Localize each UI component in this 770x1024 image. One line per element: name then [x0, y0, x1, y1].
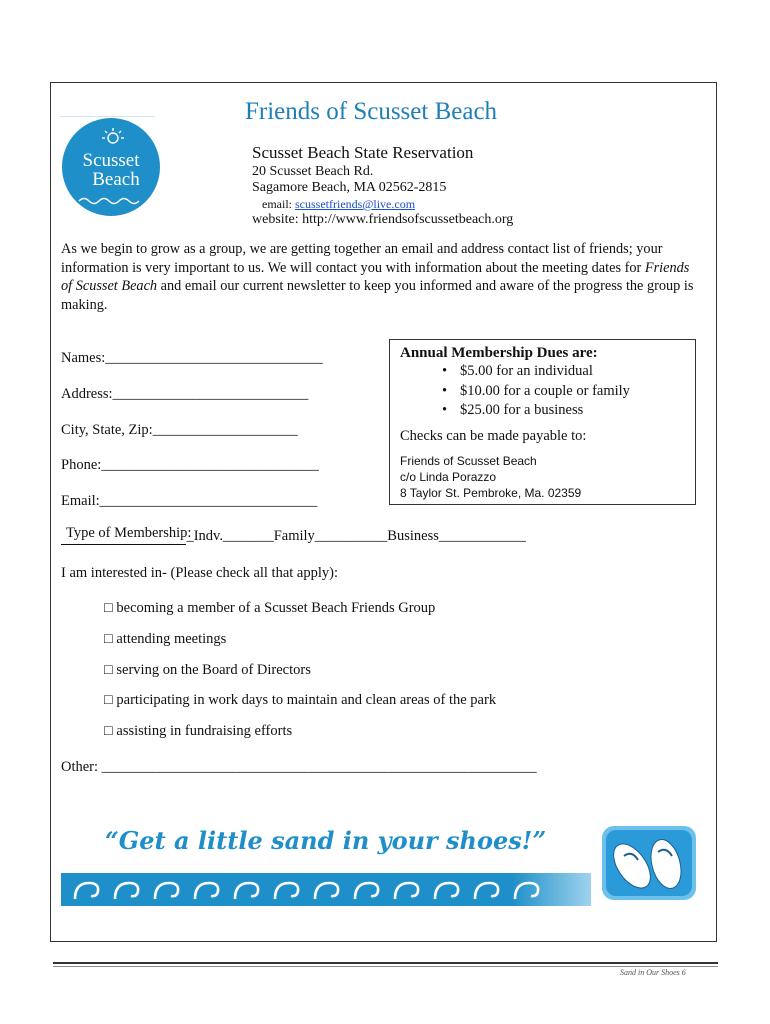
bullet-icon: • — [442, 382, 448, 399]
intro-paragraph — [61, 240, 701, 314]
dues-box — [389, 339, 696, 505]
membership-options[interactable]: _Indv._______Family__________Business____________ — [186, 528, 526, 544]
dues-title: Annual Membership Dues are: — [400, 345, 598, 361]
dues-item: • $25.00 for a business — [442, 402, 584, 418]
bullet-icon: • — [442, 363, 448, 379]
org-name: Scusset Beach State Reservation — [252, 143, 474, 162]
slogan: “Get a little sand in your shoes!” — [105, 826, 547, 855]
bullet-icon: • — [442, 402, 448, 418]
address-line-1: 20 Scusset Beach Rd. — [252, 164, 374, 179]
checkbox-fundraising[interactable]: □ assisting in fundraising efforts — [104, 723, 293, 739]
checkbox-work-days[interactable]: □ participating in work days to maintain and clean areas of the park — [104, 692, 497, 708]
dues-item: • $10.00 for a couple or family — [442, 382, 630, 399]
phone-field[interactable]: Phone:______________________________ — [61, 457, 319, 473]
interest-label: I am interested in- (Please check all that apply): — [61, 565, 339, 581]
checkbox-become-member[interactable]: □ becoming a member of a Scusset Beach Friends Group — [104, 600, 436, 616]
city-state-zip-field[interactable]: City, State, Zip:____________________ — [61, 422, 298, 438]
page-title: Friends of Scusset Beach — [245, 98, 498, 125]
dues-list — [442, 363, 630, 422]
intro-text-1: As we begin to grow as a group, we are getting together an email and address contact list of friends; your information is very important to us. We will contact you with information about the meeting dates for — [61, 241, 663, 276]
email-line — [262, 197, 415, 212]
payee-line: c/o Linda Porazzo — [400, 470, 497, 484]
other-field[interactable]: Other: ____________________________________________________________ — [61, 759, 537, 775]
checkbox-board-of-directors[interactable]: □ serving on the Board of Directors — [104, 662, 311, 678]
footer-rule — [53, 962, 718, 964]
intro-italic: Friends of Scusset Beach — [61, 259, 690, 294]
svg-text:Beach: Beach — [92, 169, 140, 190]
checkbox-attend-meetings[interactable]: □ attending meetings — [104, 631, 227, 647]
email-field[interactable]: Email:______________________________ — [61, 493, 318, 509]
dues-item: • $5.00 for an individual — [442, 363, 593, 379]
payable-label: Checks can be made payable to: — [400, 428, 587, 444]
email-label: email: — [262, 197, 292, 211]
address-field[interactable]: Address:___________________________ — [61, 386, 309, 402]
names-field[interactable]: Names:______________________________ — [61, 350, 323, 366]
waves-banner — [61, 873, 591, 906]
membership-type-line[interactable] — [61, 525, 526, 545]
scusset-beach-logo — [61, 117, 161, 217]
website-line[interactable]: website: http://www.friendsofscussetbeach.org — [252, 212, 514, 227]
address-line-2: Sagamore Beach, MA 02562-2815 — [252, 180, 447, 195]
intro-text-2: and email our current newsletter to keep you informed and aware of the progress the group is making. — [61, 278, 694, 313]
email-link[interactable]: scussetfriends@live.com — [295, 197, 416, 211]
membership-label-underline — [61, 544, 186, 545]
footer-page-label: Sand in Our Shoes 6 — [620, 968, 686, 977]
sandals-icon — [600, 822, 698, 902]
membership-label: Type of Membership: — [66, 525, 192, 541]
footer-rule-thin — [53, 966, 718, 967]
svg-text:Scusset: Scusset — [82, 150, 140, 171]
payee-line: 8 Taylor St. Pembroke, Ma. 02359 — [400, 486, 582, 500]
payee-line: Friends of Scusset Beach — [400, 454, 537, 468]
